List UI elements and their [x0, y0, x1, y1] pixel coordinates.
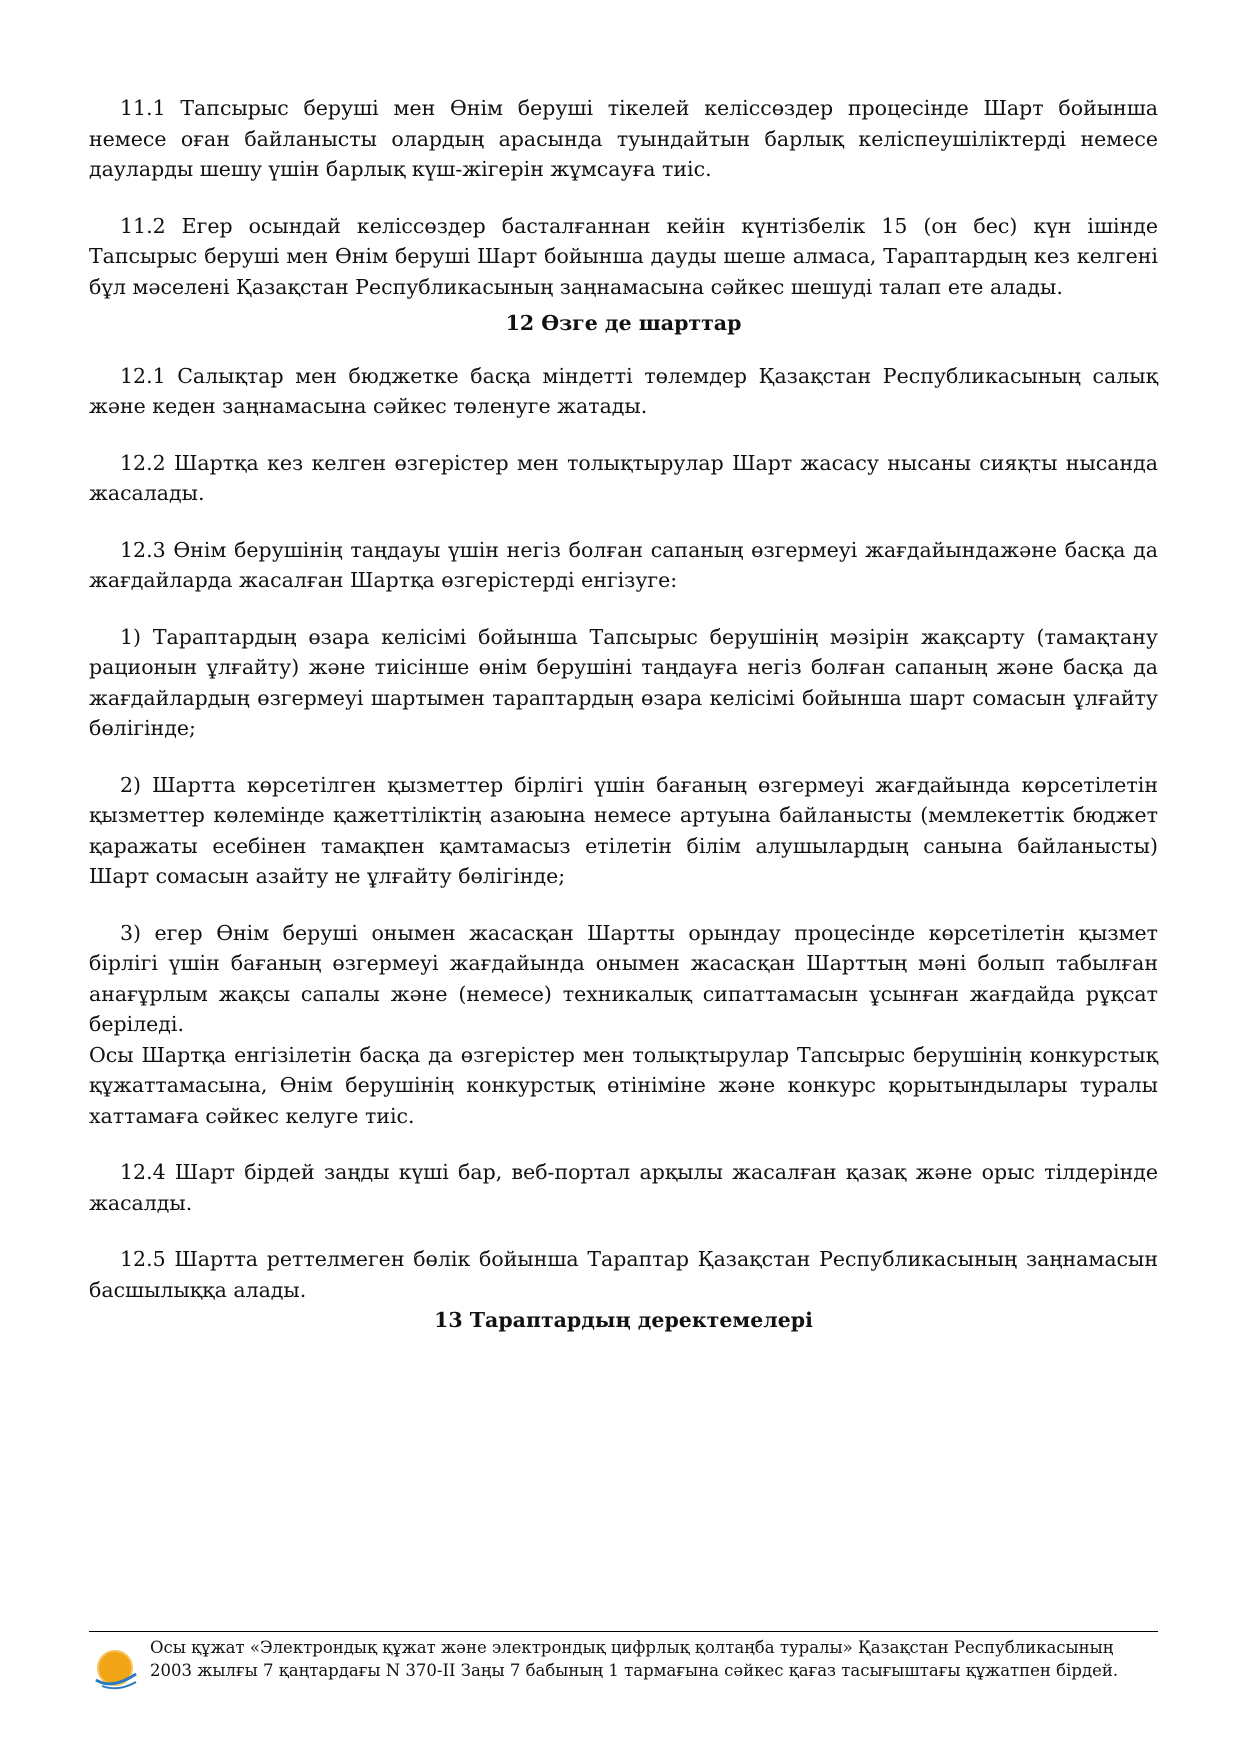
section-heading-12: 12 Өзге де шарттар: [505, 311, 742, 335]
list-item-12-3-3: 3) егер Өнім беруші онымен жасасқан Шартты орындау процесінде көрсетілетін қызмет бірлігі үшін бағаның өзгермеуі жағдайында онымен жасасқан Шарттың мәні болып табылған анағұрлым жақсы сапалы және (немесе) техникалық сипаттамасын ұсынған жағдайда рұқсат беріледі.: [89, 920, 1158, 1036]
paragraph-11-1: 11.1 Тапсырыс беруші мен Өнім беруші тікелей келіссөздер процесінде Шарт бойынша немесе оған байланысты олардың арасында туындайтын барлық келіспеушіліктерді немесе дауларды шешу үшін барлық күш-жігерін жұмсауға тиіс.: [89, 96, 1158, 181]
footer-legal-text: Осы құжат «Электрондық құжат және электрондық цифрлық қолтаңба туралы» Қазақстан Республикасының 2003 жылғы 7 қаңтардағы N 370-II Заңы 7 бабының 1 тармағына сәйкес қағаз тасығыштағы құжатпен бірдей.: [150, 1638, 1119, 1680]
list-item-12-3-1: 1) Тараптардың өзара келісімі бойынша Тапсырыс берушінің мәзірін жақсарту (тамақтану рационын ұлғайту) және тиісінше өнім берушіні таңдауға негіз болған сапаның және басқа да жағдайлардың өзгермеуі шартымен тараптардың өзара келісімі бойынша шарт сомасын ұлғайту бөлігінде;: [89, 624, 1158, 740]
paragraph-12-3-extra: Осы Шартқа енгізілетін басқа да өзгерістер мен толықтырулар Тапсырыс берушінің конкурстық құжаттамасына, Өнім берушінің конкурстық өтініміне және конкурс қорытындылары туралы хаттамаға сәйкес келуге тиіс.: [89, 1042, 1158, 1128]
list-item-12-3-2: 2) Шартта көрсетілген қызметтер бірлігі үшін бағаның өзгермеуі жағдайында көрсетілетін қызметтер көлемінде қажеттіліктің азаюына немесе артуына байланысты (мемлекеттік бюджет қаражаты есебінен тамақпен қамтамасыз етілетін білім алушылардың санына байланысты) Шарт сомасын азайту не ұлғайту бөлігінде;: [89, 772, 1158, 888]
paragraph-12-4: 12.4 Шарт бірдей заңды күші бар, веб-портал арқылы жасалған қазақ және орыс тілдерінде жасалды.: [89, 1160, 1158, 1215]
document-body: [89, 93, 1158, 1358]
egov-sun-logo-icon: [92, 1646, 140, 1694]
paragraph-12-2: 12.2 Шартқа кез келген өзгерістер мен толықтырулар Шарт жасасу нысаны сияқты нысанда жасалады.: [89, 450, 1158, 505]
section-heading-13: 13 Тараптардың деректемелері: [434, 1308, 813, 1332]
paragraph-12-5: 12.5 Шартта реттелмеген бөлік бойынша Тараптар Қазақстан Республикасының заңнамасын басшылыққа алады.: [89, 1247, 1158, 1302]
paragraph-11-2: 11.2 Егер осындай келіссөздер басталғаннан кейін күнтізбелік 15 (он бес) күн ішінде Тапсырыс беруші мен Өнім беруші Шарт бойынша дауды шеше алмаса, Тараптардың кез келгені бұл мәселені Қазақстан Республикасының заңнамасына сәйкес шешуді талап ете алады.: [89, 213, 1158, 299]
paragraph-12-3: 12.3 Өнім берушінің таңдауы үшін негіз болған сапаның өзгермеуі жағдайындажәне басқа да жағдайларда жасалған Шартқа өзгерістерді енгізуге:: [89, 537, 1158, 592]
footer: [89, 1631, 1158, 1682]
paragraph-12-1: 12.1 Салықтар мен бюджетке басқа міндетті төлемдер Қазақстан Республикасының салық және кеден заңнамасына сәйкес төленуге жатады.: [89, 363, 1158, 418]
